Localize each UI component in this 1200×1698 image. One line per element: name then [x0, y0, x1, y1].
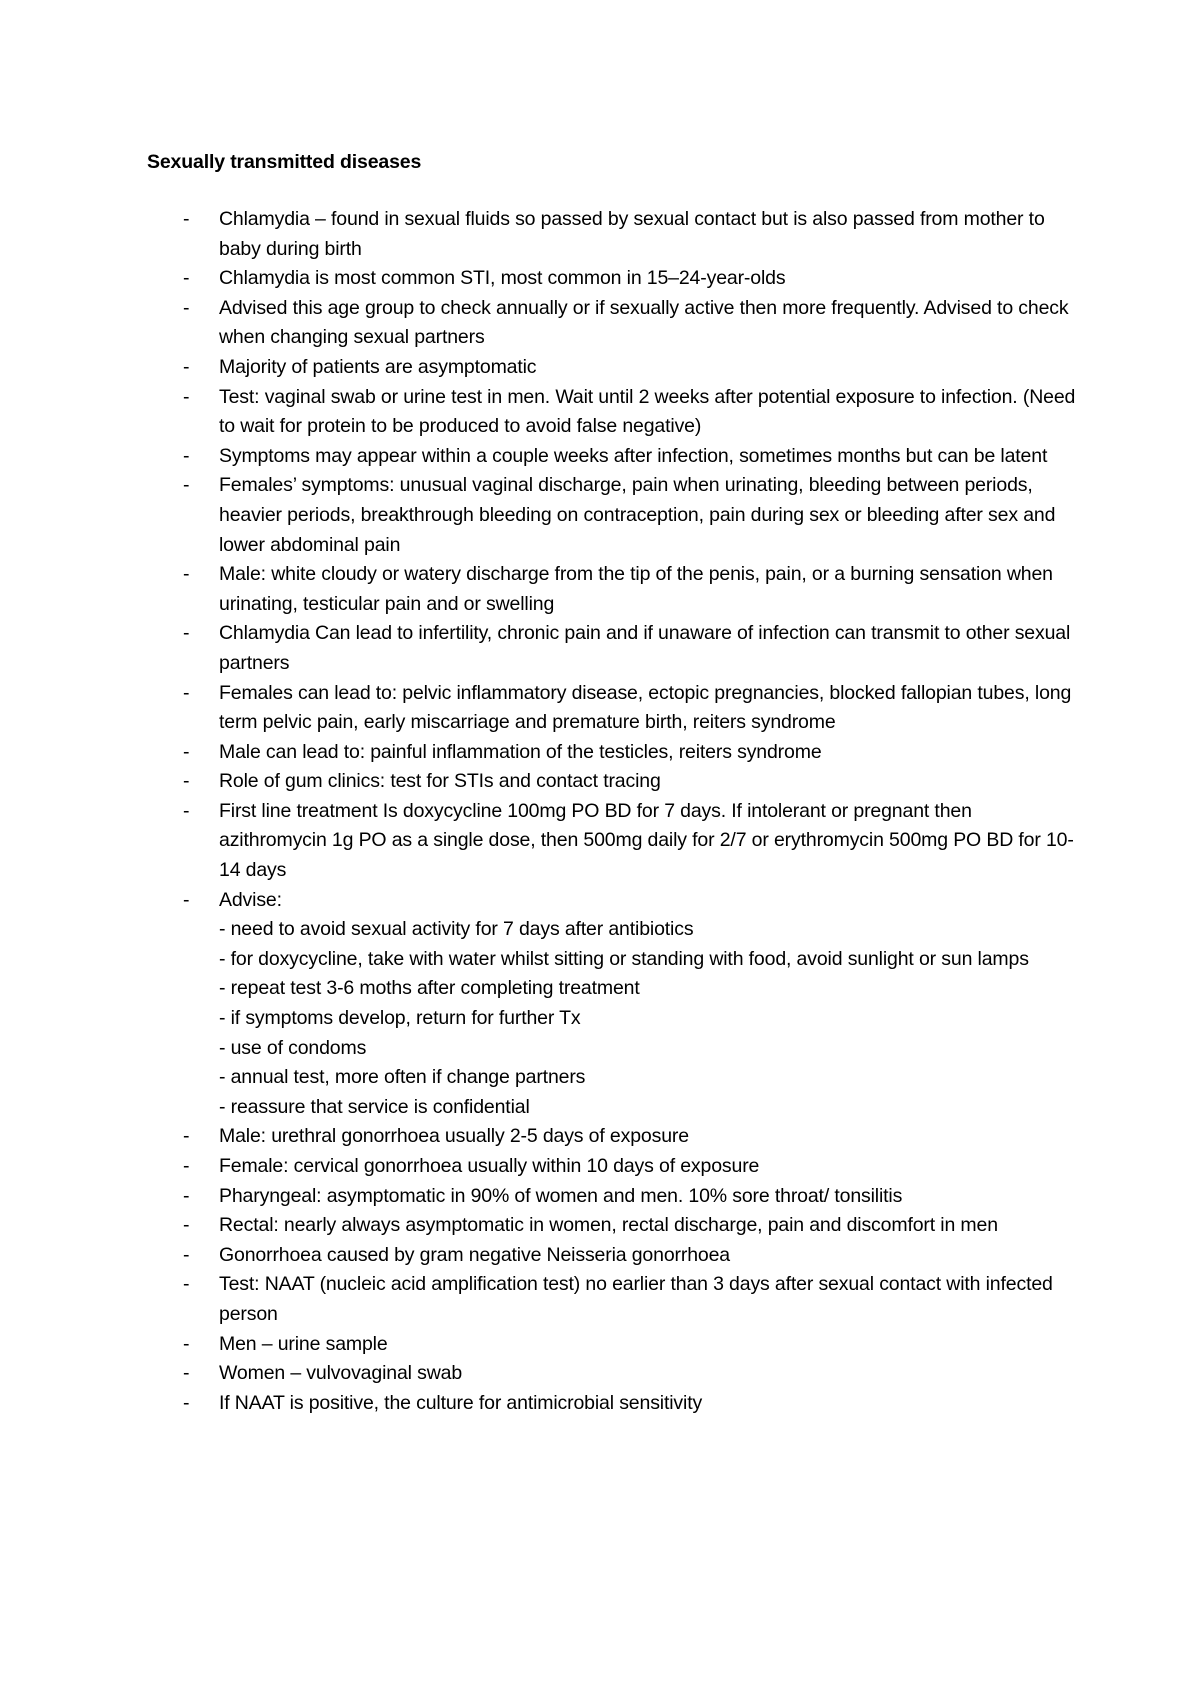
advise-subitem: - for doxycycline, take with water whilst sitting or standing with food, avoid sunlight or sun lamps	[219, 947, 1029, 970]
list-item	[183, 294, 1083, 353]
list-item-text: Role of gum clinics: test for STIs and contact tracing	[219, 770, 661, 793]
list-item	[183, 1241, 1083, 1271]
list-item	[183, 1330, 1083, 1360]
bullet-dash: -	[183, 740, 190, 763]
list-item	[183, 1152, 1083, 1182]
bullet-dash: -	[183, 385, 190, 408]
bullet-dash: -	[183, 1155, 190, 1177]
bullet-dash: -	[183, 444, 190, 467]
list-item	[183, 1211, 1083, 1241]
list-item	[183, 1359, 1083, 1389]
advise-subitem: - annual test, more often if change partners	[219, 1066, 586, 1089]
list-item-text: First line treatment Is doxycycline 100mg PO BD for 7 days. If intolerant or pregnant then azithromycin 1g PO as a single dose, then 500mg daily for 2/7 or erythromycin 500mg PO BD for 10-14 days	[219, 799, 1074, 882]
list-item	[183, 442, 1083, 472]
list-item-text: Male: urethral gonorrhoea usually 2-5 days of exposure	[219, 1125, 689, 1148]
advise-subitem: - if symptoms develop, return for further Tx	[219, 1007, 581, 1030]
bullet-dash: -	[183, 1362, 190, 1385]
list-item-text: Women – vulvovaginal swab	[219, 1362, 463, 1385]
list-item-text: Advise:	[219, 888, 282, 911]
list-item	[183, 679, 1083, 738]
bullet-dash: -	[183, 563, 190, 586]
list-item	[183, 383, 1083, 442]
bullet-dash: -	[183, 1243, 190, 1266]
list-item-text: Female: cervical gonorrhoea usually within 10 days of exposure	[219, 1155, 760, 1177]
bullet-dash: -	[183, 208, 190, 230]
list-item-advise	[183, 886, 1083, 1123]
advise-subitem: - reassure that service is confidential	[219, 1095, 530, 1118]
list-item-text: Rectal: nearly always asymptomatic in women, rectal discharge, pain and discomfort in men	[219, 1214, 998, 1237]
list-item-text: Chlamydia – found in sexual fluids so passed by sexual contact but is also passed from mother to baby during birth	[219, 208, 1045, 260]
list-item-text: Pharyngeal: asymptomatic in 90% of women and men. 10% sore throat/ tonsilitis	[219, 1184, 903, 1207]
bullet-dash: -	[183, 1391, 190, 1414]
list-item-text: Male can lead to: painful inflammation of the testicles, reiters syndrome	[219, 740, 822, 763]
list-item-text: Gonorrhoea caused by gram negative Neisseria gonorrhoea	[219, 1243, 730, 1266]
list-item	[183, 619, 1083, 678]
bullet-dash: -	[183, 296, 190, 319]
list-item-text: Chlamydia is most common STI, most common in 15–24-year-olds	[219, 267, 786, 290]
bullet-dash: -	[183, 770, 190, 793]
bullet-dash: -	[183, 1273, 190, 1296]
bullet-dash: -	[183, 267, 190, 290]
list-item	[183, 1182, 1083, 1212]
list-item-text: Symptoms may appear within a couple weeks after infection, sometimes months but can be latent	[219, 444, 1048, 467]
advise-subitem: - need to avoid sexual activity for 7 days after antibiotics	[219, 918, 694, 941]
list-item-text: Females can lead to: pelvic inflammatory disease, ectopic pregnancies, blocked fallopian tubes, long term pelvic pain, early miscarriage and premature birth, reiters syndrome	[219, 681, 1072, 734]
bullet-dash: -	[183, 1332, 190, 1355]
list-item-text: Men – urine sample	[219, 1332, 388, 1355]
list-item-text: Male: white cloudy or watery discharge from the tip of the penis, pain, or a burning sensation when urinating, testicular pain and or swelling	[219, 563, 1053, 615]
bullet-dash: -	[183, 799, 190, 822]
list-item-text: Test: NAAT (nucleic acid amplification test) no earlier than 3 days after sexual contact with infected person	[219, 1273, 1053, 1325]
bullet-dash: -	[183, 1214, 190, 1237]
list-item	[183, 797, 1083, 886]
list-item-text: Test: vaginal swab or urine test in men. Wait until 2 weeks after potential exposure to infection. (Need to wait for protein to be produced to avoid false negative)	[219, 385, 1076, 438]
bullet-dash: -	[183, 1125, 190, 1148]
bullet-dash: -	[183, 681, 190, 704]
bullet-dash: -	[183, 1184, 190, 1207]
list-item-text: Females’ symptoms: unusual vaginal discharge, pain when urinating, bleeding between periods, heavier periods, breakthrough bleeding on contraception, pain during sex or bleeding after sex and lower abdominal pain	[219, 474, 1056, 556]
bullet-dash: -	[183, 888, 190, 911]
list-item	[183, 738, 1083, 768]
list-item	[183, 560, 1083, 619]
list-item	[183, 1122, 1083, 1152]
list-item-text: If NAAT is positive, the culture for antimicrobial sensitivity	[219, 1391, 703, 1414]
advise-subitem: - repeat test 3-6 moths after completing treatment	[219, 977, 640, 1000]
document-title: Sexually transmitted diseases	[147, 151, 422, 173]
advise-subitem: - use of condoms	[219, 1036, 367, 1059]
list-item	[183, 264, 1083, 294]
list-item-text: Chlamydia Can lead to infertility, chronic pain and if unaware of infection can transmit to other sexual partners	[219, 622, 1071, 674]
list-item	[183, 1389, 1083, 1419]
list-item	[183, 353, 1083, 383]
bullet-dash: -	[183, 622, 190, 645]
list-item	[183, 1270, 1083, 1329]
list-item	[183, 471, 1083, 560]
bullet-list	[183, 205, 1083, 1418]
list-item-text: Advised this age group to check annually or if sexually active then more frequently. Advised to check when changing sexual partners	[219, 296, 1069, 349]
list-item-text: Majority of patients are asymptomatic	[219, 355, 537, 378]
bullet-dash: -	[183, 474, 190, 497]
list-item	[183, 205, 1083, 264]
bullet-dash: -	[183, 355, 190, 378]
list-item	[183, 767, 1083, 797]
